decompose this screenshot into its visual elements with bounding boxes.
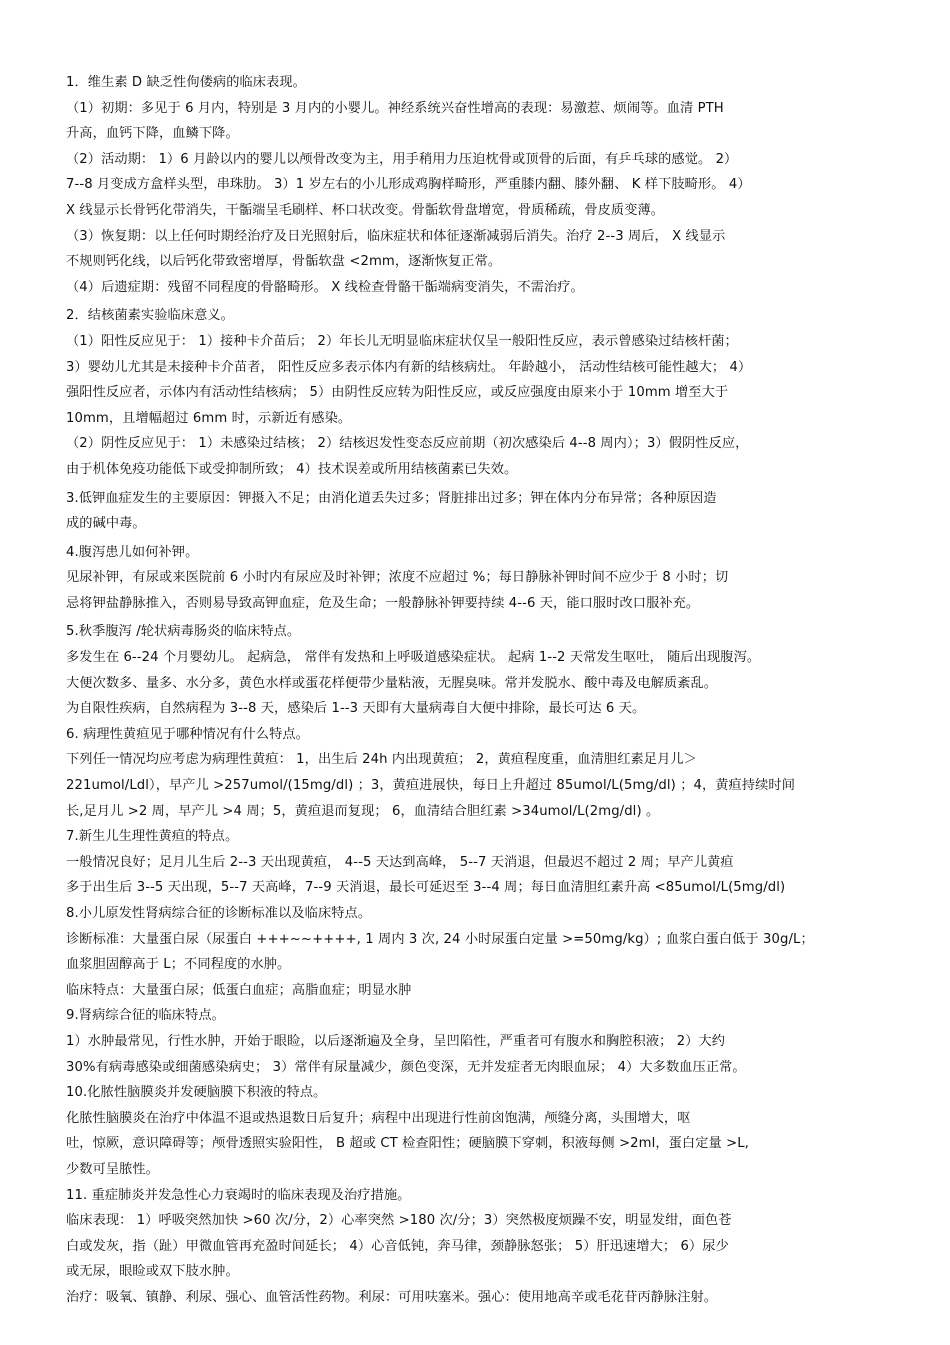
paragraph-line: 3）婴幼儿尤其是未接种卡介苗者， 阳性反应多表示体内有新的结核病灶。 年龄越小， 活动性结核可能性越大； 4） xyxy=(66,359,752,375)
heading-8: 8.小儿原发性肾病综合征的诊断标准以及临床特点。 xyxy=(66,906,372,921)
paragraph-line: 见尿补钾，有尿或来医院前 6 小时内有尿应及时补钾；浓度不应超过 %；每日静脉补钾时间不应少于 8 小时；切 xyxy=(66,570,729,586)
paragraph-line: （2）活动期： 1）6 月龄以内的婴儿以颅骨改变为主，用手稍用力压迫枕骨或顶骨的后面，有乒乓球的感觉。 2） xyxy=(66,151,738,167)
paragraph-line: 多发生在 6--24 个月婴幼儿。 起病急， 常伴有发热和上呼吸道感染症状。 起病 1--2 天常发生呕吐， 随后出现腹泻。 xyxy=(66,650,761,666)
heading-9: 9.肾病综合征的临床特点。 xyxy=(66,1008,225,1024)
paragraph-line: 为自限性疾病，自然病程为 3--8 天，感染后 1--3 天即有大量病毒自大便中排除，最长可达 6 天。 xyxy=(66,701,646,717)
paragraph-line: 诊断标准：大量蛋白尿（尿蛋白 +++~~++++, 1 周内 3 次, 24 小时尿蛋白定量 >=50mg/kg）; 血浆白蛋白低于 30g/L； xyxy=(66,931,814,947)
heading-3: 3.低钾血症发生的主要原因：钾摄入不足；由消化道丢失过多；肾脏排出过多；钾在体内分布异常；各种原因造 xyxy=(66,490,717,506)
paragraph-line: 1）水肿最常见，行性水肿，开始于眼睑，以后逐渐遍及全身，呈凹陷性，严重者可有腹水和胸腔积液； 2）大约 xyxy=(66,1033,726,1049)
heading-11: 11. 重症肺炎并发急性心力衰竭时的临床表现及治疗措施。 xyxy=(66,1187,411,1203)
document-body xyxy=(66,70,886,1311)
heading-4: 4.腹泻患儿如何补钾。 xyxy=(66,544,199,560)
paragraph-line: （1）初期：多见于 6 月内，特别是 3 月内的小婴儿。神经系统兴奋性增高的表现：易激惹、烦闹等。血清 PTH xyxy=(66,100,724,116)
paragraph-line: （1）阳性反应见于： 1）接种卡介苗后； 2）年长儿无明显临床症状仅呈一般阳性反应，表示曾感染过结核杆菌； xyxy=(66,333,738,349)
paragraph-line: 白或发灰，指（趾）甲微血管再充盈时间延长； 4）心音低钝，奔马律，颈静脉怒张； 5）肝迅速增大； 6）尿少 xyxy=(66,1238,729,1254)
heading-10: 10.化脓性脑膜炎并发硬脑膜下积液的特点。 xyxy=(66,1085,327,1101)
paragraph-line: 治疗：吸氧、镇静、利尿、强心、血管活性药物。利尿：可用呋塞米。强心：使用地高辛或毛花苷丙静脉注射。 xyxy=(66,1289,718,1305)
paragraph-line: 长,足月儿 >2 周，早产儿 >4 周；5，黄疸退而复现； 6，血清结合胆红素 >34umol/L(2mg/dl) 。 xyxy=(66,803,660,819)
paragraph-line: 30%有病毒感染或细菌感染病史； 3）常伴有尿量减少，颜色变深，无并发症者无肉眼血尿； 4）大多数血压正常。 xyxy=(66,1059,746,1075)
paragraph-line: 由于机体免疫功能低下或受抑制所致； 4）技术误差或所用结核菌素已失效。 xyxy=(66,461,518,477)
paragraph-line: 不规则钙化线，以后钙化带致密增厚，骨骺软盘 <2mm，逐渐恢复正常。 xyxy=(66,254,502,270)
heading-1: 1．维生素 D 缺乏性佝偻病的临床表现。 xyxy=(66,75,306,90)
paragraph-line: X 线显示长骨钙化带消失，干骺端呈毛刷样、杯口状改变。骨骺软骨盘增宽，骨质稀疏，骨皮质变薄。 xyxy=(66,202,665,218)
paragraph-line: 强阳性反应者，示体内有活动性结核病； 5）由阴性反应转为阳性反应，或反应强度由原来小于 10mm 增至大于 xyxy=(66,385,729,401)
paragraph-line: 化脓性脑膜炎在治疗中体温不退或热退数日后复升；病程中出现进行性前囟饱满，颅缝分离，头围增大，呕 xyxy=(66,1110,691,1126)
paragraph-line: （4）后遗症期：残留不同程度的骨骼畸形。 X 线检查骨骼干骺端病变消失，不需治疗。 xyxy=(66,279,584,295)
paragraph-line: 下列任一情况均应考虑为病理性黄疸： 1，出生后 24h 内出现黄疸； 2，黄疸程度重，血清胆红素足月儿＞ xyxy=(66,752,697,768)
paragraph-line: 多于出生后 3--5 天出现，5--7 天高峰，7--9 天消退，最长可延迟至 3--4 周；每日血清胆红素升高 <85umol/L(5mg/dl) xyxy=(66,880,786,896)
heading-7: 7.新生儿生理性黄疸的特点。 xyxy=(66,829,239,845)
paragraph-line: （3）恢复期：以上任何时期经治疗及日光照射后，临床症状和体征逐渐减弱后消失。治疗 2--3 周后， X 线显示 xyxy=(66,228,726,244)
paragraph-line: （2）阴性反应见于： 1）未感染过结核； 2）结核迟发性变态反应前期（初次感染后 4--8 周内）；3）假阴性反应， xyxy=(66,436,749,452)
paragraph-line: 升高，血钙下降，血鳞下降。 xyxy=(66,126,239,142)
paragraph-line: 或无尿，眼睑或双下肢水肿。 xyxy=(66,1264,239,1280)
paragraph-line: 血浆胆固醇高于 L；不同程度的水肿。 xyxy=(66,957,291,973)
paragraph-line: 少数可呈脓性。 xyxy=(66,1161,160,1177)
heading-5: 5.秋季腹泻 /轮状病毒肠炎的临床特点。 xyxy=(66,624,301,640)
paragraph-line: 大便次数多、量多、水分多，黄色水样或蛋花样便带少量粘液，无腥臭味。常并发脱水、酸中毒及电解质紊乱。 xyxy=(66,675,718,691)
paragraph-line: 成的碱中毒。 xyxy=(66,516,146,532)
paragraph-line: 10mm，且增幅超过 6mm 时，示新近有感染。 xyxy=(66,410,352,426)
paragraph-line: 221umol/Ldl），早产儿 >257umol/(15mg/dl) ；3，黄疸进展快，每日上升超过 85umol/L(5mg/dl) ；4，黄疸持续时间 xyxy=(66,778,795,794)
heading-6: 6. 病理性黄疸见于哪种情况有什么特点。 xyxy=(66,726,309,742)
paragraph-line: 吐，惊厥，意识障碍等；颅骨透照实验阳性， B 超或 CT 检查阳性；硬脑膜下穿刺，积液每侧 >2ml，蛋白定量 >L, xyxy=(66,1136,749,1152)
paragraph-line: 一般情况良好；足月儿生后 2--3 天出现黄疸， 4--5 天达到高峰， 5--7 天消退，但最迟不超过 2 周；早产儿黄疸 xyxy=(66,854,734,870)
paragraph-line: 临床特点：大量蛋白尿；低蛋白血症；高脂血症；明显水肿 xyxy=(66,982,412,998)
paragraph-line: 忌将钾盐静脉推入，否则易导致高钾血症，危及生命；一般静脉补钾要持续 4--6 天，能口服时改口服补充。 xyxy=(66,595,700,611)
paragraph-line: 7--8 月变成方盒样头型，串珠肋。 3）1 岁左右的小儿形成鸡胸样畸形，严重膝内翻、膝外翻、 K 样下肢畸形。 4） xyxy=(66,177,751,193)
paragraph-line: 临床表现： 1）呼吸突然加快 >60 次/分，2）心率突然 >180 次/分；3）突然极度烦躁不安，明显发绀，面色苍 xyxy=(66,1213,732,1229)
heading-2: 2．结核菌素实验临床意义。 xyxy=(66,308,234,324)
